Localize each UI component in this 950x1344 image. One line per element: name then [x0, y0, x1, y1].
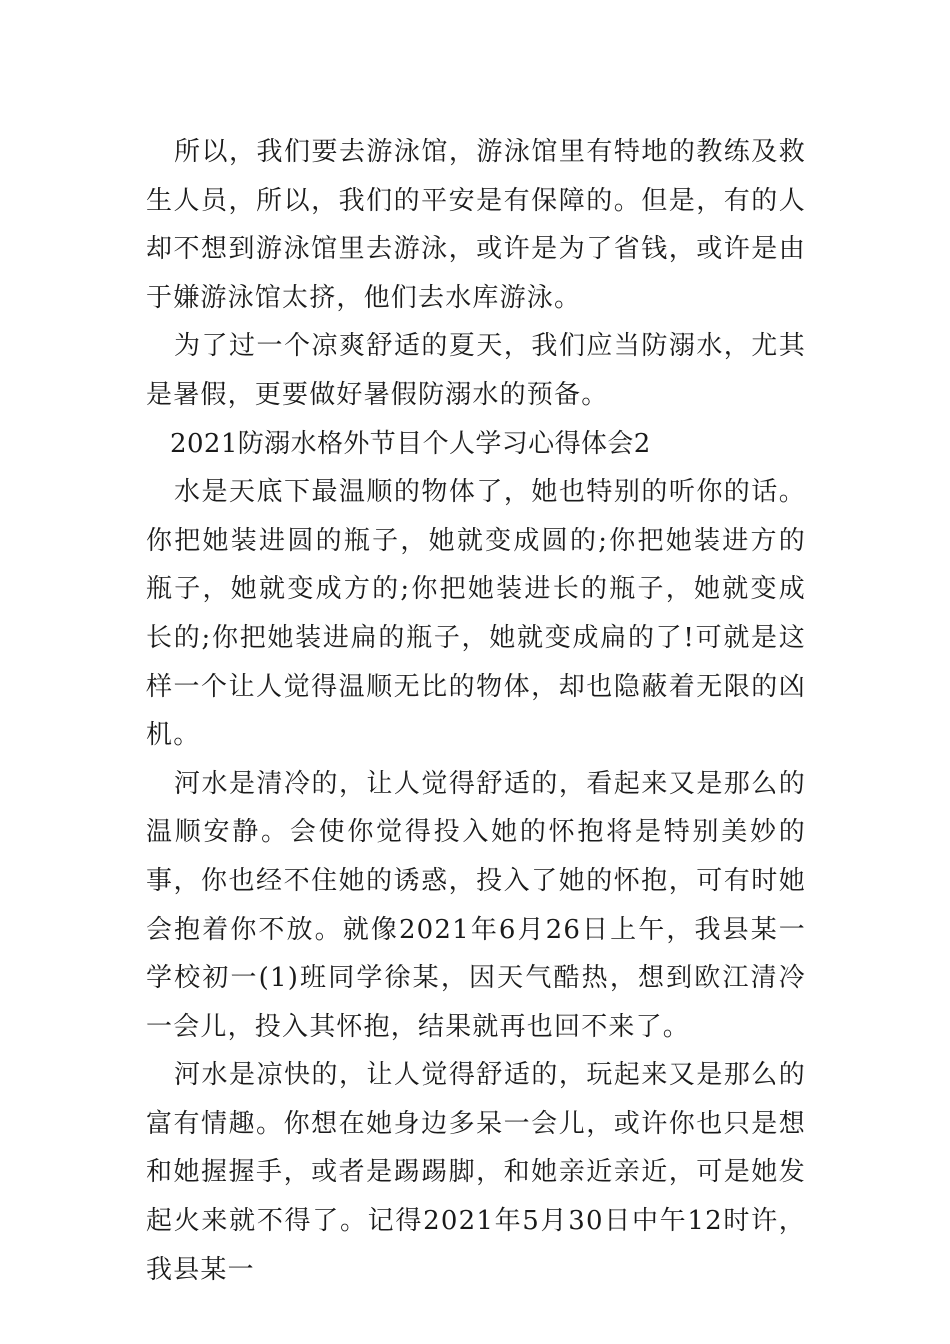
paragraph-1: 所以，我们要去游泳馆，游泳馆里有特地的教练及救生人员，所以，我们的平安是有保障的。但是，有的人却不想到游泳馆里去游泳，或许是为了省钱，或许是由于嫌游泳馆太挤，他们去水库游泳。 [146, 137, 806, 313]
section-heading: 2021防溺水格外节目个人学习心得体会2 [170, 428, 651, 459]
paragraph-3: 水是天底下最温顺的物体了，她也特别的听你的话。你把她装进圆的瓶子，她就变成圆的;你把她装进方的瓶子，她就变成方的;你把她装进长的瓶子，她就变成长的;你把她装进扁的瓶子，她就变成扁的了!可就是这样一个让人觉得温顺无比的物体，却也隐蔽着无限的凶机。 [146, 477, 806, 751]
document-body [146, 128, 806, 1294]
paragraph-4: 河水是清冷的，让人觉得舒适的，看起来又是那么的温顺安静。会使你觉得投入她的怀抱将是特别美妙的事，你也经不住她的诱惑，投入了她的怀抱，可有时她会抱着你不放。就像2021年6月26日上午，我县某一学校初一(1)班同学徐某，因天气酷热，想到欧江清冷一会儿，投入其怀抱，结果就再也回不来了。 [146, 768, 806, 1042]
paragraph-5: 河水是凉快的，让人觉得舒适的，玩起来又是那么的富有情趣。你想在她身边多呆一会儿，或许你也只是想和她握握手，或者是踢踢脚，和她亲近亲近，可是她发起火来就不得了。记得2021年5月30日中午12时许，我县某一 [146, 1060, 806, 1285]
paragraph-2: 为了过一个凉爽舒适的夏天，我们应当防溺水，尤其是暑假，更要做好暑假防溺水的预备。 [146, 331, 806, 410]
